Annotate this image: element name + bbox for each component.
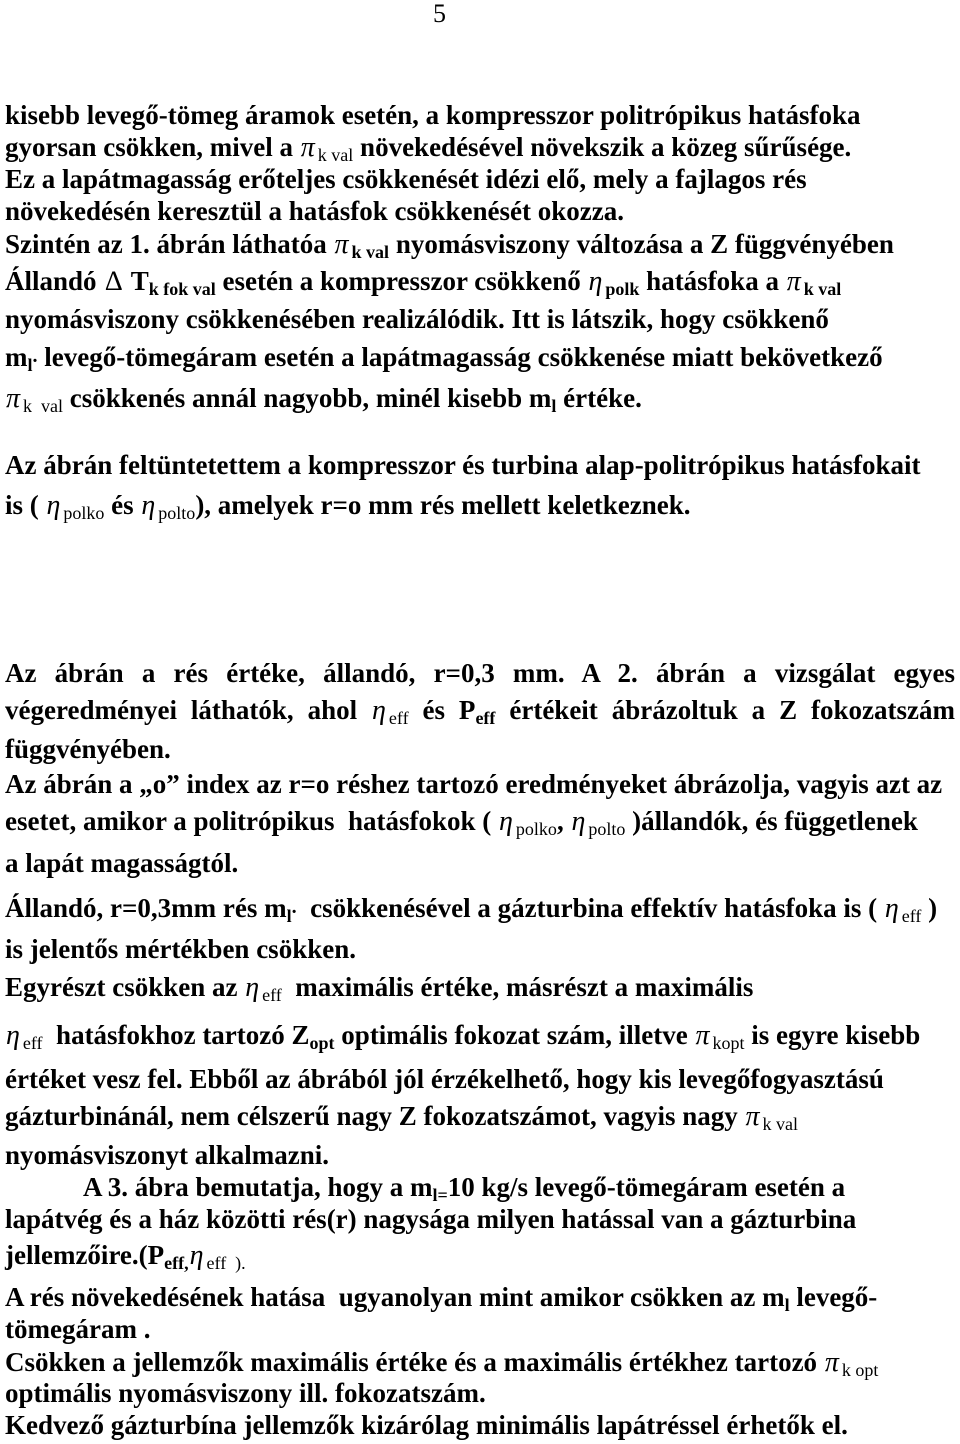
eta-symbol: η — [6, 1020, 20, 1051]
subscript: polko — [63, 503, 105, 523]
delta-symbol: ∆ — [105, 266, 123, 297]
text-line — [5, 660, 955, 687]
text-run: Állandó — [5, 266, 104, 296]
text-run: nyomásviszony változása a Z függvényében — [389, 229, 894, 259]
text-run: Az ábrán feltüntetettem a kompresszor és turbina alap-politrópikus hatásfokait — [5, 450, 921, 480]
text-line — [5, 1347, 879, 1380]
text-line — [5, 342, 883, 375]
text-run: 10 kg/s levegő-tömegáram esetén a — [447, 1172, 846, 1202]
pi-symbol: π — [745, 1101, 760, 1132]
eta-symbol: η — [189, 1240, 204, 1271]
text-run: ), amelyek r=o mm rés mellett keletkeznek. — [195, 490, 691, 520]
mass-flow-dot: . — [291, 896, 297, 918]
text-run: hatásfoka a — [639, 266, 786, 296]
eta-symbol: η — [372, 695, 386, 726]
text-run: kisebb levegő-tömeg áramok esetén, a kompresszor politrópikus hatásfoka — [5, 100, 861, 130]
text-line — [5, 198, 624, 225]
text-run: és — [104, 490, 141, 520]
subscript: polto — [158, 503, 196, 523]
text-line — [5, 1316, 150, 1343]
text-line — [5, 1412, 848, 1439]
text-run: A 3. ábra bemutatja, hogy a m — [83, 1172, 433, 1202]
text-run: T — [124, 266, 149, 296]
text-line — [5, 490, 691, 523]
subscript: l — [286, 906, 292, 926]
text-line — [5, 736, 171, 763]
text-line — [5, 229, 894, 262]
text-line — [5, 1142, 329, 1169]
pi-symbol: π — [6, 383, 21, 414]
subscript: eff — [475, 708, 496, 728]
subscript: polk — [605, 279, 640, 299]
text-run: Egyrészt csökken az — [5, 972, 245, 1002]
text-run: is egyre kisebb — [744, 1020, 921, 1050]
subscript: k val — [23, 396, 64, 416]
pi-symbol: π — [824, 1347, 839, 1378]
pi-symbol: π — [300, 132, 315, 163]
text-run: csökkenésével a gázturbina effektív hatásfoka is ( — [296, 893, 884, 923]
text-run: )állandók, és függetlenek — [625, 806, 918, 836]
text-line — [5, 695, 956, 728]
subscript: k val — [762, 1114, 798, 1134]
text-run: hatásfokhoz tartozó Z — [42, 1020, 310, 1050]
text-line — [5, 1101, 798, 1134]
text-run: esetet, amikor a politrópikus hatásfokok ( — [5, 806, 499, 836]
text-run: a lapát magasságtól. — [5, 848, 239, 878]
text-run: A rés növekedésének hatása ugyanolyan mint amikor csökken az m — [5, 1282, 785, 1312]
text-run: tömegáram . — [5, 1314, 151, 1344]
text-line — [5, 893, 938, 926]
subscript: l — [551, 396, 557, 416]
text-run: gyorsan csökken, mivel a — [5, 132, 300, 162]
text-run: jellemzőire.(P — [5, 1240, 165, 1270]
text-line — [5, 383, 642, 416]
text-line — [5, 306, 829, 333]
subscript: k val — [803, 279, 842, 299]
text-line — [83, 1172, 846, 1205]
mass-flow-dot: . — [32, 345, 38, 367]
text-run: nyomásviszonyt alkalmazni. — [5, 1140, 330, 1170]
text-line — [5, 452, 921, 479]
text-line — [5, 972, 754, 1005]
subscript: l= — [432, 1185, 448, 1205]
text-run: értéke. — [556, 383, 642, 413]
text-run: Kedvező gázturbína jellemzők kizárólag minimális lapátréssel érhetők el. — [5, 1410, 848, 1440]
text-run: esetén a kompresszor csökkenő — [215, 266, 588, 296]
text-run: végeredményei láthatók, ahol — [5, 695, 372, 725]
subscript: opt — [309, 1033, 335, 1053]
text-run: lapátvég és a ház közötti rés(r) nagysága milyen hatással van a gázturbina — [5, 1204, 857, 1234]
eta-symbol: η — [141, 490, 156, 521]
text-run: és P — [408, 695, 476, 725]
text-line — [5, 1020, 921, 1053]
subscript: kopt — [712, 1033, 745, 1053]
text-line — [5, 1206, 856, 1233]
text-run: Csökken a jellemzők maximális értéke és a maximális értékhez tartozó — [5, 1347, 824, 1377]
subscript: eff — [388, 708, 409, 728]
text-line — [5, 102, 861, 129]
eta-symbol: η — [588, 266, 603, 297]
subscript: l — [27, 355, 33, 375]
text-line — [5, 850, 238, 877]
subscript: k fok val — [148, 279, 216, 299]
pi-symbol: π — [786, 266, 801, 297]
subscript: k val — [351, 242, 390, 262]
text-run: függvényében. — [5, 734, 171, 764]
text-line — [5, 936, 356, 963]
text-run: is jelentős mértékben csökken. — [5, 934, 356, 964]
text-run: csökkenés annál nagyobb, minél kisebb m — [63, 383, 552, 413]
text-line — [5, 771, 942, 798]
text-run: Állandó, r=0,3mm rés m — [5, 893, 287, 923]
text-run: levegő-tömegáram esetén a lapátmagasság csökkenése miatt bekövetkező — [37, 342, 883, 372]
text-run: értékeit ábrázoltuk a Z fokozatszám — [495, 695, 956, 725]
text-run: , — [556, 806, 571, 836]
subscript: eff — [901, 906, 922, 926]
eta-symbol: η — [884, 893, 899, 924]
text-run: maximális értéke, másrészt a maximális — [281, 972, 754, 1002]
text-run: optimális fokozat szám, illetve — [334, 1020, 695, 1050]
text-line — [5, 132, 852, 165]
subscript: k val — [317, 145, 354, 165]
text-line — [5, 1240, 246, 1273]
eta-symbol: η — [571, 806, 586, 837]
text-line — [5, 266, 842, 299]
text-line — [5, 166, 807, 193]
subscript: polto — [588, 819, 626, 839]
eta-symbol: η — [46, 490, 61, 521]
text-run: növekedésével növekszik a közeg sűrűsége. — [353, 132, 852, 162]
subscript: eff ). — [206, 1253, 246, 1273]
text-line — [5, 1282, 878, 1315]
subscript: eff — [262, 985, 282, 1005]
text-run: nyomásviszony csökkenésében realizálódik. Itt is látszik, hogy csökkenő — [5, 304, 829, 334]
text-run: növekedésén keresztül a hatásfok csökkenését okozza. — [5, 196, 624, 226]
page-number: 5 — [433, 0, 446, 28]
subscript: eff — [22, 1033, 43, 1053]
eta-symbol: η — [499, 806, 513, 837]
text-run: Ez a lapátmagasság erőteljes csökkenését idézi elő, mely a fajlagos rés — [5, 164, 807, 194]
text-run: Az ábrán a „o” index az r=o réshez tartozó eredményeket ábrázolja, vagyis azt az — [5, 769, 943, 799]
text-run: levegő- — [789, 1282, 878, 1312]
text-run: értéket vesz fel. Ebből az ábrából jól érzékelhető, hogy kis levegőfogyasztású — [5, 1064, 884, 1094]
subscript: k opt — [841, 1360, 879, 1380]
subscript: eff, — [164, 1253, 189, 1273]
text-line — [5, 1380, 486, 1407]
pi-symbol: π — [334, 229, 349, 260]
text-line — [5, 1066, 884, 1093]
subscript: l — [784, 1295, 790, 1315]
text-run: m — [5, 342, 28, 372]
text-run: is ( — [5, 490, 46, 520]
pi-symbol: π — [695, 1020, 710, 1051]
text-line — [5, 806, 918, 839]
text-run: Az ábrán a rés értéke, állandó, r=0,3 mm. A 2. ábrán a vizsgálat egyes — [5, 658, 955, 688]
text-run: optimális nyomásviszony ill. fokozatszám. — [5, 1378, 486, 1408]
text-run: ) — [921, 893, 938, 923]
text-run: Szintén az 1. ábrán láthatóa — [5, 229, 334, 259]
eta-symbol: η — [245, 972, 260, 1003]
text-run: gázturbinánál, nem célszerű nagy Z fokozatszámot, vagyis nagy — [5, 1101, 745, 1131]
subscript: polko — [515, 819, 557, 839]
